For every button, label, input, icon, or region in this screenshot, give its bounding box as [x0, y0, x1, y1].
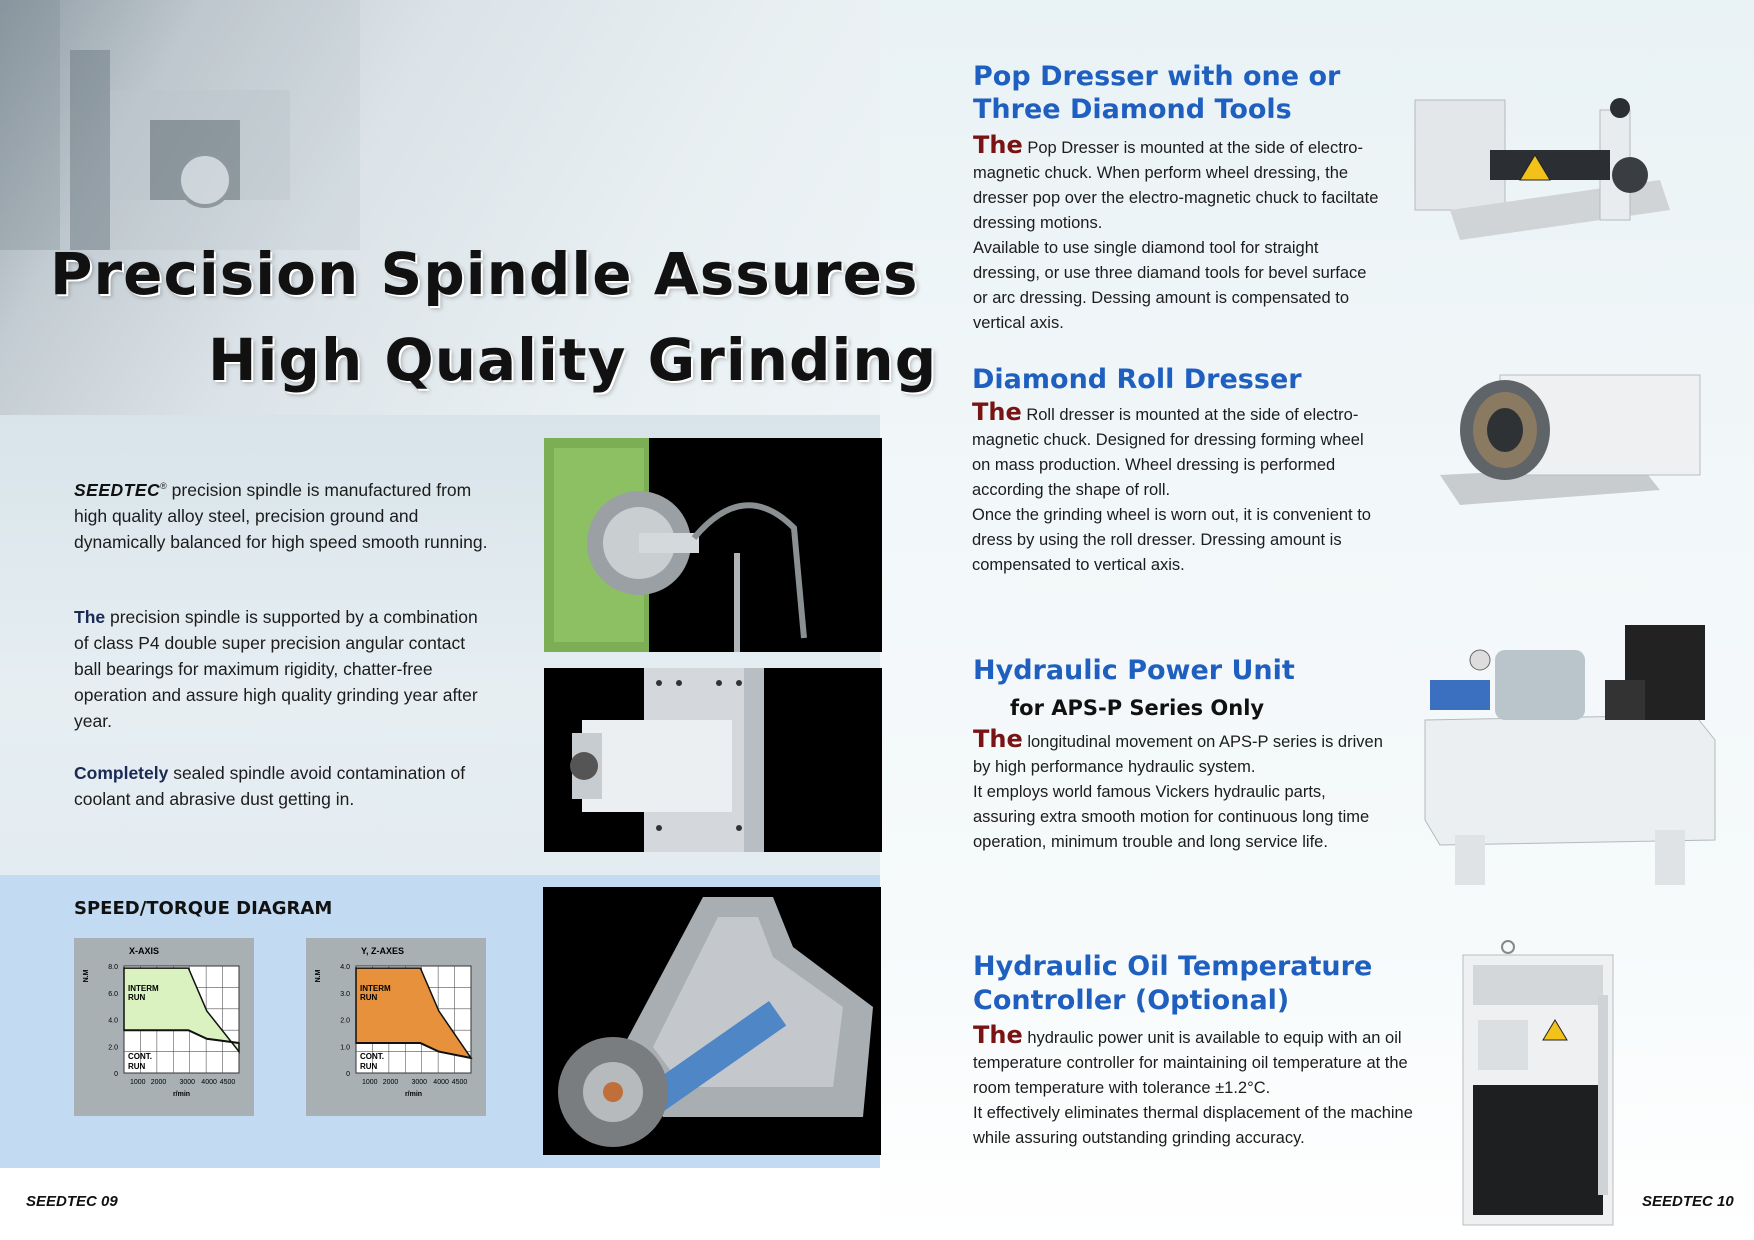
seedtec-brand: SEEDTEC: [74, 479, 161, 500]
x-axis-label: r/min: [172, 1091, 191, 1098]
roll-dresser-photo: [1430, 365, 1715, 525]
y-tick-label: 6.0: [108, 990, 118, 998]
cont-label: RUN: [128, 1062, 146, 1071]
hydraulic-unit-title: Hydraulic Power Unit: [973, 655, 1295, 686]
footer-left-brand: SEEDTEC: [26, 1193, 97, 1210]
interm-label: INTERM: [360, 984, 391, 993]
intro-paragraph-2: The precision spindle is supported by a combination of class P4 double super precision angular contact ball bearings for maximum rigidity, chatter-free operation and assure high quality grinding year after year.: [74, 607, 478, 731]
y-axis-label: N.M: [83, 969, 90, 983]
chart-title: Y, Z-AXES: [361, 946, 405, 956]
spindle-photo: [544, 438, 882, 652]
y-axis-label: N.M: [315, 969, 322, 983]
yz-axes-chart-svg: [306, 938, 486, 1116]
x-tick-label: 3000: [411, 1079, 428, 1086]
footer-right: [1642, 1193, 1734, 1210]
pop-dresser-title-1: Pop Dresser with one or: [973, 61, 1341, 92]
pop-dresser-text: The Pop Dresser is mounted at the side of electro-magnetic chuck. When perform wheel dressing, the dresser pop over the electro-magnetic chuck to faciltate dressing motions. Available to use single diamond tool for straight dressing, or use three diamand tools for bevel surface or arc dressing. Dessing amount is compensated to vertical axis.: [973, 131, 1379, 332]
y-tick-label: 4.0: [108, 1017, 118, 1025]
hydraulic-unit-text: The longitudinal movement on APS-P series is driven by high performance hydraulic system. It employs world famous Vickers hydraulic parts, assuring extra smooth motion for continuous long time operation, minimum trouble and long service life.: [973, 725, 1383, 851]
y-tick-label: 2.0: [340, 1017, 350, 1025]
interm-label: INTERM: [128, 984, 159, 993]
y-tick-label: 4.0: [340, 964, 350, 971]
x-axis-chart-svg: [74, 938, 254, 1116]
x-tick-label: 4000: [433, 1079, 449, 1086]
x-tick-label: 4500: [451, 1079, 468, 1086]
diagram-title: SPEED/TORQUE DIAGRAM: [74, 898, 333, 919]
oil-controller-title-2: Controller (Optional): [973, 985, 1290, 1016]
footer-left: [26, 1193, 118, 1210]
oil-controller-text: The hydraulic power unit is available to equip with an oil temperature controller for maintaining oil temperature at the room temperature with tolerance ±1.2°C. It effectively eliminates thermal displacement of the machine while assuring outstanding grinding accuracy.: [973, 1021, 1413, 1147]
intro-paragraph-3: Completely sealed spindle avoid contamination of coolant and abrasive dust getting in.: [74, 763, 466, 809]
cont-label: CONT.: [360, 1052, 384, 1061]
pop-dresser-title-2: Three Diamond Tools: [973, 94, 1292, 125]
spindle-cutaway-render: [543, 887, 881, 1155]
spindle-mount-photo: [544, 668, 882, 852]
headline-line-1: Precision Spindle Assures: [50, 240, 919, 308]
x-axis-torque-chart: [74, 938, 254, 1116]
oil-controller-title-1: Hydraulic Oil Temperature: [973, 951, 1373, 982]
x-tick-label: 2000: [150, 1079, 167, 1086]
x-tick-label: 1000: [130, 1079, 146, 1086]
x-tick-label: 2000: [382, 1079, 399, 1086]
machine-background-image: [0, 0, 360, 250]
footer-left-page: 09: [101, 1193, 118, 1210]
roll-dresser-text: The Roll dresser is mounted at the side of electro-magnetic chuck. Designed for dressing forming wheel on mass production. Wheel dressing is performed according the shape of roll. Once the grinding wheel is worn out, it is convenient to dress by using the roll dresser. Dressing amount is compensated to vertical axis.: [972, 398, 1371, 574]
footer-right-page: 10: [1717, 1193, 1734, 1210]
x-axis-label: r/min: [404, 1091, 423, 1098]
x-tick-label: 4000: [201, 1079, 217, 1086]
footer-right-brand: SEEDTEC: [1642, 1193, 1713, 1210]
y-tick-label: 1.0: [340, 1044, 350, 1052]
yz-axes-torque-chart: [306, 938, 486, 1116]
hydraulic-unit-photo: [1415, 620, 1720, 900]
hydraulic-unit-subtitle: for APS-P Series Only: [1010, 696, 1265, 720]
cont-label: CONT.: [128, 1052, 152, 1061]
pop-dresser-photo: [1410, 90, 1680, 250]
y-tick-label: 2.0: [108, 1044, 118, 1052]
x-tick-label: 3000: [179, 1079, 196, 1086]
roll-dresser-title: Diamond Roll Dresser: [972, 364, 1302, 395]
headline-line-2: High Quality Grinding: [208, 326, 938, 394]
y-tick-label: 0: [114, 1071, 118, 1078]
cont-label: RUN: [360, 1062, 378, 1071]
chart-title: X-AXIS: [129, 946, 160, 956]
interm-label: RUN: [360, 993, 378, 1002]
interm-label: RUN: [128, 993, 146, 1002]
x-tick-label: 4500: [219, 1079, 236, 1086]
y-tick-label: 8.0: [108, 964, 118, 971]
oil-controller-photo: [1458, 935, 1618, 1230]
y-tick-label: 0: [346, 1071, 350, 1078]
x-tick-label: 1000: [362, 1079, 378, 1086]
y-tick-label: 3.0: [340, 990, 350, 998]
intro-paragraph-1: SEEDTEC® precision spindle is manufactured from high quality alloy steel, precision ground and dynamically balanced for high speed smooth running.: [74, 479, 488, 552]
